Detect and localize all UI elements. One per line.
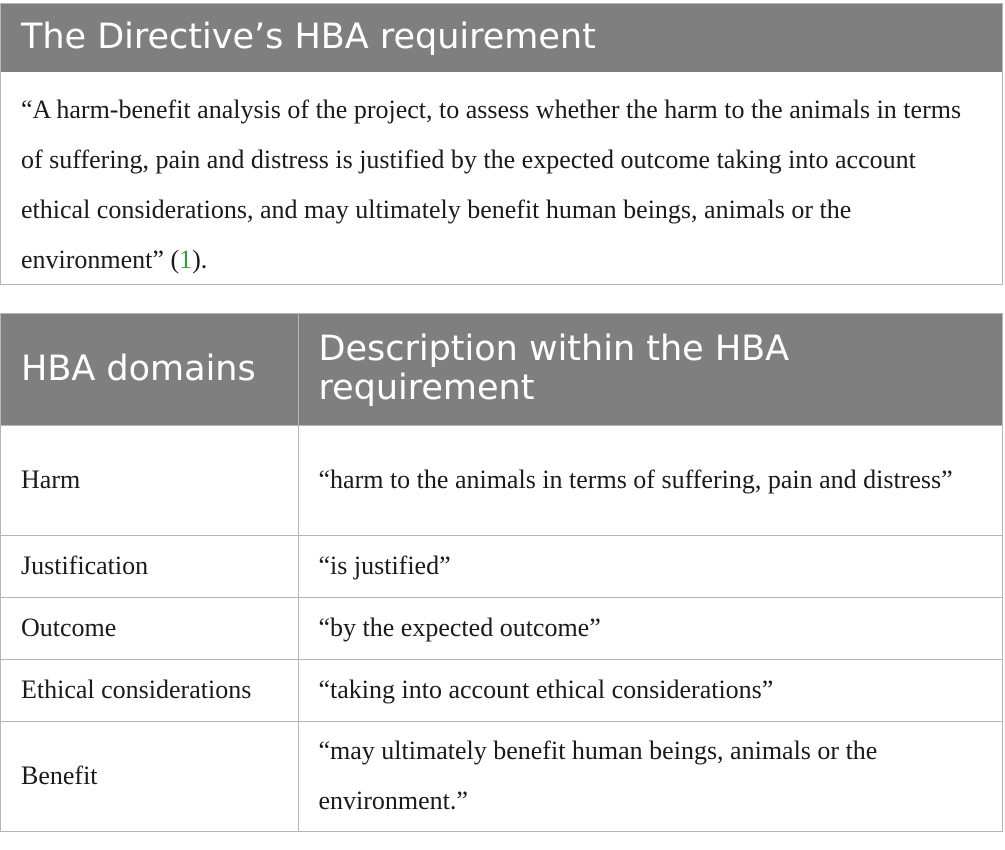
requirement-quote: [1, 72, 1002, 285]
citation-link[interactable]: 1: [179, 245, 193, 274]
column-header-description: Description within the HBA requirement: [298, 314, 1002, 425]
domain-cell: Harm: [1, 425, 298, 535]
table-row: [1, 659, 1002, 721]
table-row: [1, 535, 1002, 597]
column-header-domains: HBA domains: [1, 314, 298, 425]
table-row: [1, 597, 1002, 659]
table-row: [1, 721, 1002, 831]
requirement-box: [0, 3, 1003, 285]
quote-end: ).: [192, 245, 208, 274]
domain-cell: Benefit: [1, 721, 298, 831]
table-header-row: [1, 314, 1002, 425]
description-cell: “harm to the animals in terms of suffering, pain and distress”: [298, 425, 1002, 535]
description-cell: “may ultimately benefit human beings, animals or the environment.”: [298, 721, 1002, 831]
domain-cell: Ethical considerations: [1, 659, 298, 721]
table-row: [1, 425, 1002, 535]
quote-text: “A harm-benefit analysis of the project, to assess whether the harm to the animals in terms of suffering, pain and distress is justified by the expected outcome taking into account ethical considerations, and may ultimately benefit human beings, animals or the environment” (: [21, 95, 962, 274]
hba-domains-table: [0, 313, 1003, 832]
domain-cell: Justification: [1, 535, 298, 597]
requirement-title-text: The Directive’s HBA requirement: [21, 17, 596, 58]
domain-cell: Outcome: [1, 597, 298, 659]
description-cell: “taking into account ethical considerations”: [298, 659, 1002, 721]
requirement-title: [1, 4, 1002, 72]
description-cell: “is justified”: [298, 535, 1002, 597]
description-cell: “by the expected outcome”: [298, 597, 1002, 659]
